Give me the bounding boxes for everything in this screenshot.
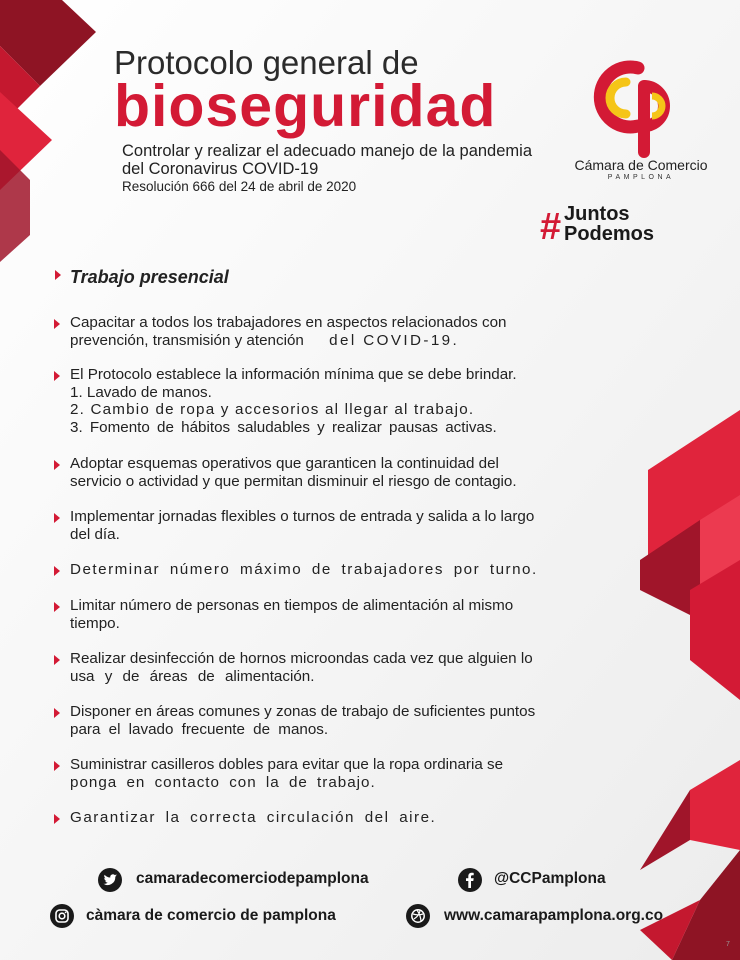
page-number: 7 — [726, 941, 730, 948]
item-9-line-1: Suministrar casilleros dobles para evitar que la ropa ordinaria se — [70, 756, 504, 773]
bullet-icon — [54, 513, 60, 523]
title-line-1: Protocolo general de — [114, 44, 419, 81]
bullet-icon — [54, 655, 60, 665]
item-2-line-4: 3. Fomento de hábitos saludables y realizar pausas activas. — [70, 418, 497, 436]
bullet-icon — [54, 319, 60, 329]
twitter-icon — [98, 868, 122, 892]
twitter-handle: camaradecomerciodepamplona — [136, 870, 369, 887]
instagram-icon — [50, 904, 74, 928]
item-4-line-1: Implementar jornadas flexibles o turnos de entrada y salida a lo largo — [70, 508, 535, 525]
item-3-line-1: Adoptar esquemas operativos que garanticen la continuidad del — [70, 455, 499, 472]
list-item — [52, 809, 592, 827]
logo-city: PAMPLONA — [607, 174, 675, 181]
bullet-icon — [54, 602, 60, 612]
subtitle-line-2: del Coronavirus COVID-19 — [122, 160, 319, 178]
list-item — [52, 703, 592, 738]
item-1-line-2b: del COVID-19. — [329, 331, 460, 349]
hashtag-line-2: Podemos — [564, 223, 655, 245]
hashtag-text — [564, 204, 654, 244]
item-1-line-1: Capacitar a todos los trabajadores en aspectos relacionados con — [70, 314, 507, 331]
item-5-line-1: Determinar número máximo de trabajadores por turno. — [70, 561, 538, 578]
list-item — [52, 650, 592, 685]
list-item — [52, 597, 592, 632]
logo-name: Cámara de Comercio — [574, 157, 708, 173]
list-item — [52, 314, 592, 349]
item-2-line-2: 1. Lavado de manos. — [70, 383, 212, 401]
item-7-line-2: usa y de áreas de alimentación. — [70, 667, 315, 685]
camara-logo-icon — [586, 48, 690, 160]
item-1-line-2 — [70, 332, 592, 350]
item-2-line-1: El Protocolo establece la información mínima que se debe brindar. — [70, 366, 517, 383]
item-7-line-1: Realizar desinfección de hornos microondas cada vez que alguien lo — [70, 650, 533, 667]
facebook-icon — [458, 868, 482, 892]
hashtag-symbol: # — [540, 206, 562, 248]
facebook-handle: @CCPamplona — [494, 870, 606, 887]
bullet-icon — [54, 460, 60, 470]
bullet-icon — [54, 371, 60, 381]
section-bullet-icon — [55, 270, 61, 280]
item-3-line-2: servicio o actividad y que permitan disminuir el riesgo de contagio. — [70, 472, 517, 490]
item-6-line-2: tiempo. — [70, 614, 120, 632]
instagram-handle: càmara de comercio de pamplona — [86, 907, 336, 924]
title-line-2: bioseguridad — [114, 73, 497, 139]
list-item — [52, 756, 592, 791]
bullet-icon — [54, 708, 60, 718]
item-2-line-3: 2. Cambio de ropa y accesorios al llegar al trabajo. — [70, 401, 475, 419]
item-4-line-2: del día. — [70, 525, 120, 543]
item-6-line-1: Limitar número de personas en tiempos de alimentación al mismo — [70, 597, 514, 614]
subtitle — [122, 142, 562, 178]
list-item — [52, 366, 592, 436]
subtitle-line-1: Controlar y realizar el adecuado manejo de la pandemia — [122, 142, 532, 160]
website-url: www.camarapamplona.org.co — [444, 907, 664, 924]
resolution-text: Resolución 666 del 24 de abril de 2020 — [122, 179, 357, 194]
bullet-icon — [54, 814, 60, 824]
bullet-icon — [54, 761, 60, 771]
item-1-line-2a: prevención, transmisión y atención — [70, 331, 304, 349]
bullet-icon — [54, 566, 60, 576]
item-8-line-2: para el lavado frecuente de manos. — [70, 720, 329, 738]
section-title: Trabajo presencial — [70, 267, 229, 287]
list-item — [52, 508, 592, 543]
globe-icon — [406, 904, 430, 928]
item-8-line-1: Disponer en áreas comunes y zonas de trabajo de suficientes puntos — [70, 703, 536, 720]
item-10-line-1: Garantizar la correcta circulación del aire. — [70, 809, 437, 826]
list-item — [52, 561, 592, 579]
list-item — [52, 455, 592, 490]
hashtag-line-1: Juntos — [564, 203, 630, 225]
item-9-line-2: ponga en contacto con la de trabajo. — [70, 773, 376, 791]
